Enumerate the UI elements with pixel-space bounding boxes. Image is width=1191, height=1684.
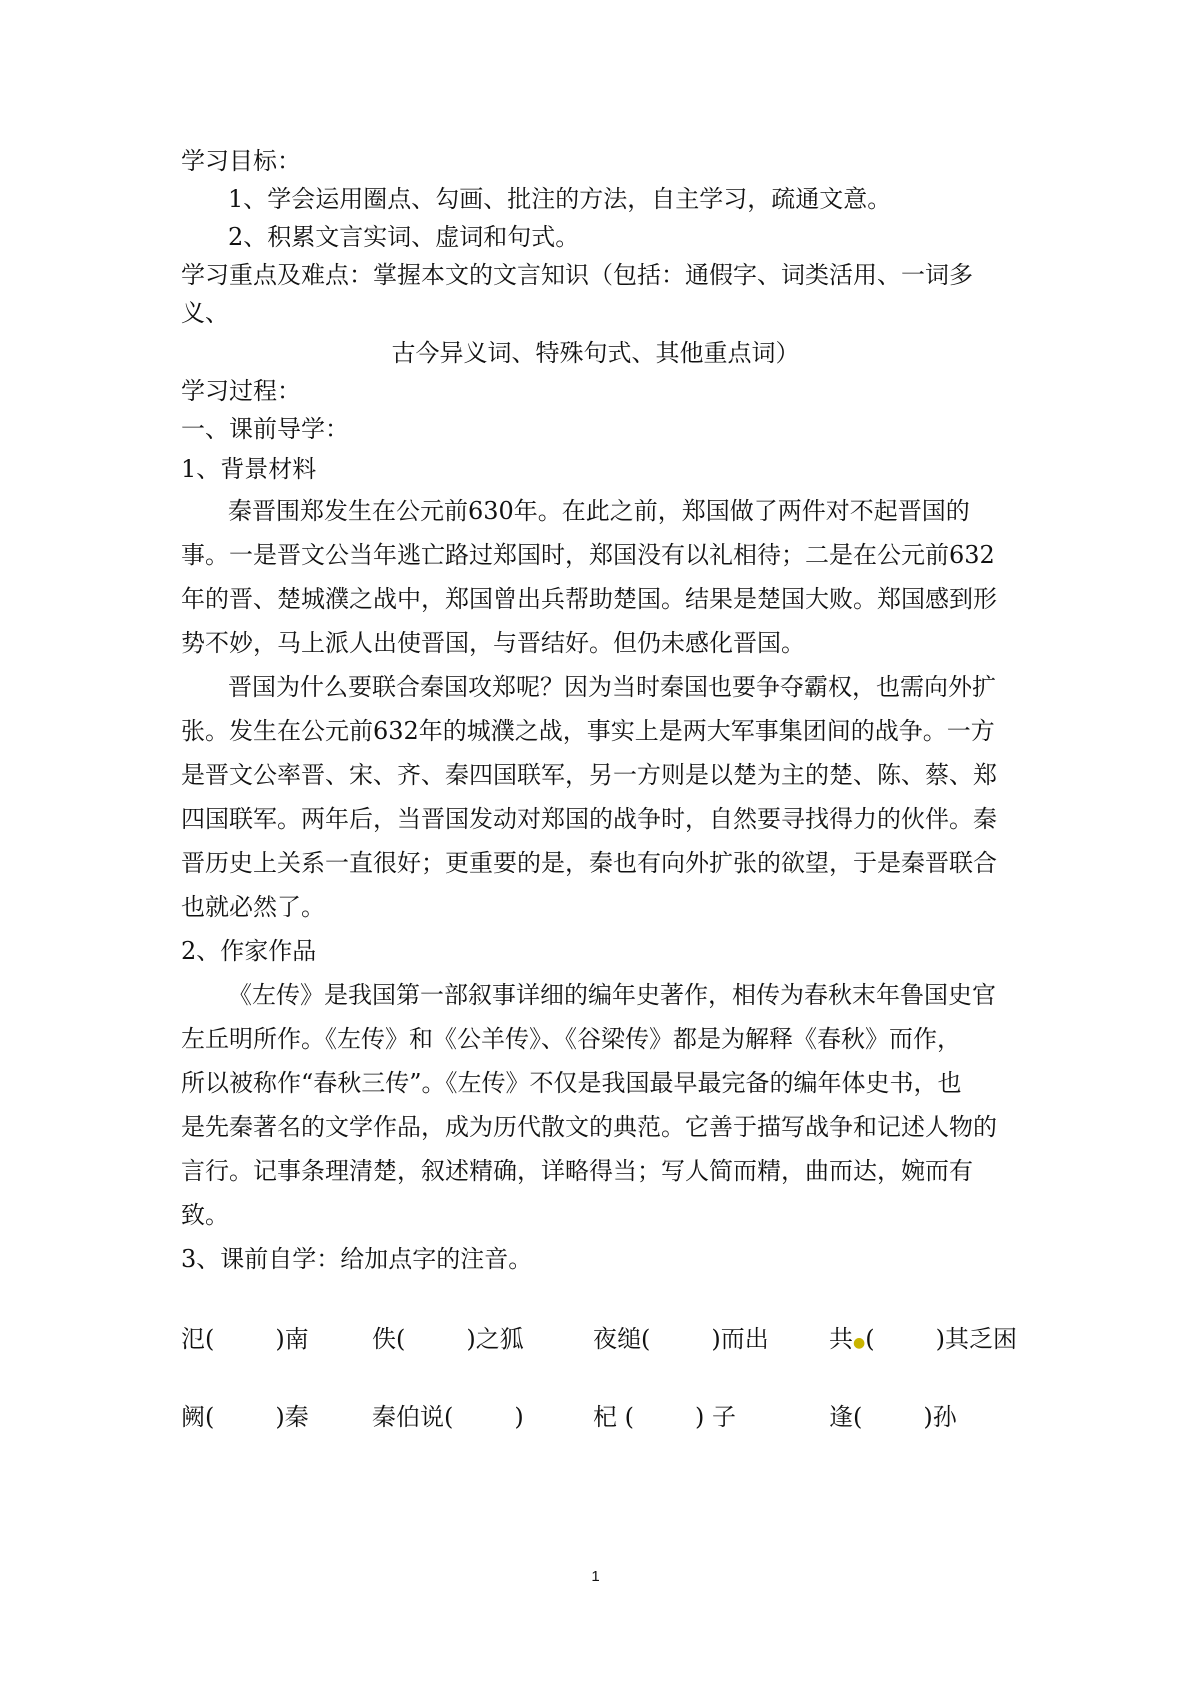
- background-p1-line: 秦晋围郑发生在公元前630年。在此之前，郑国做了两件对不起晋国的: [228, 497, 970, 525]
- section1-heading: 一、课前导学：: [181, 415, 349, 443]
- background-p1-line: 势不妙，马上派人出使晋国，与晋结好。但仍未感化晋国。: [181, 629, 805, 657]
- vocab-item: [829, 1322, 1017, 1360]
- background-p2-line: 张。发生在公元前632年的城濮之战，事实上是两大军事集团间的战争。一方: [181, 717, 995, 745]
- author-para-line: 言行。记事条理清楚，叙述精确，详略得当；写人简而精，曲而达，婉而有: [181, 1157, 973, 1185]
- vocab-item: 秦伯说( ): [372, 1403, 524, 1431]
- background-p2-line: 也就必然了。: [181, 893, 325, 921]
- author-para-line: 是先秦著名的文学作品，成为历代散文的典范。它善于描写战争和记述人物的: [181, 1113, 997, 1141]
- background-p2-line: 四国联军。两年后，当晋国发动对郑国的战争时，自然要寻找得力的伙伴。秦: [181, 805, 997, 833]
- vocab-item: 逢( )孙: [829, 1403, 957, 1431]
- background-p2-line: 晋历史上关系一直很好；更重要的是，秦也有向外扩张的欲望，于是秦晋联合: [181, 849, 997, 877]
- background-p1-line: 年的晋、楚城濮之战中，郑国曾出兵帮助楚国。结果是楚国大败。郑国感到形: [181, 585, 997, 613]
- vocab-item: 氾( )南: [181, 1325, 309, 1353]
- background-p1-line: 事。一是晋文公当年逃亡路过郑国时，郑国没有以礼相待；二是在公元前632: [181, 541, 995, 569]
- author-para-line: 《左传》是我国第一部叙事详细的编年史著作，相传为春秋末年鲁国史官: [228, 981, 996, 1009]
- self-study-heading: 3、课前自学：给加点字的注音。: [181, 1245, 533, 1273]
- vocab-blank: ( )其乏困: [865, 1325, 1017, 1353]
- vocab-char: 共: [829, 1325, 853, 1353]
- emphasis-dot-icon: ●: [853, 1335, 866, 1351]
- vocab-item: 杞 ( ) 子: [593, 1403, 737, 1431]
- vocab-item: 佚( )之狐: [372, 1325, 524, 1353]
- author-para-line: 致。: [181, 1201, 229, 1229]
- background-p2-line: 是晋文公率晋、宋、齐、秦四国联军，另一方则是以楚为主的楚、陈、蔡、郑: [181, 761, 997, 789]
- objective-item-2: 2、积累文言实词、虚词和句式。: [228, 223, 580, 251]
- process-heading: 学习过程：: [181, 377, 301, 405]
- background-p2-line: 晋国为什么要联合秦国攻郑呢？因为当时秦国也要争夺霸权，也需向外扩: [228, 673, 996, 701]
- vocab-item: 夜缒( )而出: [593, 1325, 769, 1353]
- author-heading: 2、作家作品: [181, 937, 317, 965]
- page-number: 1: [591, 1568, 600, 1585]
- key-points-line-1: 学习重点及难点：掌握本文的文言知识（包括：通假字、词类活用、一词多: [181, 261, 973, 289]
- background-heading: 1、背景材料: [181, 455, 317, 483]
- objectives-heading: 学习目标：: [181, 147, 301, 175]
- vocab-item: 阙( )秦: [181, 1403, 309, 1431]
- author-para-line: 左丘明所作。《左传》和《公羊传》、《谷梁传》都是为解释《春秋》而作，: [181, 1025, 961, 1053]
- author-para-line: 所以被称作“春秋三传”。《左传》不仅是我国最早最完备的编年体史书，也: [181, 1069, 962, 1097]
- objective-item-1: 1、学会运用圈点、勾画、批注的方法，自主学习，疏通文意。: [228, 185, 892, 213]
- key-points-line-3: 古今异义词、特殊句式、其他重点词）: [391, 339, 800, 367]
- key-points-line-2: 义、: [181, 299, 229, 327]
